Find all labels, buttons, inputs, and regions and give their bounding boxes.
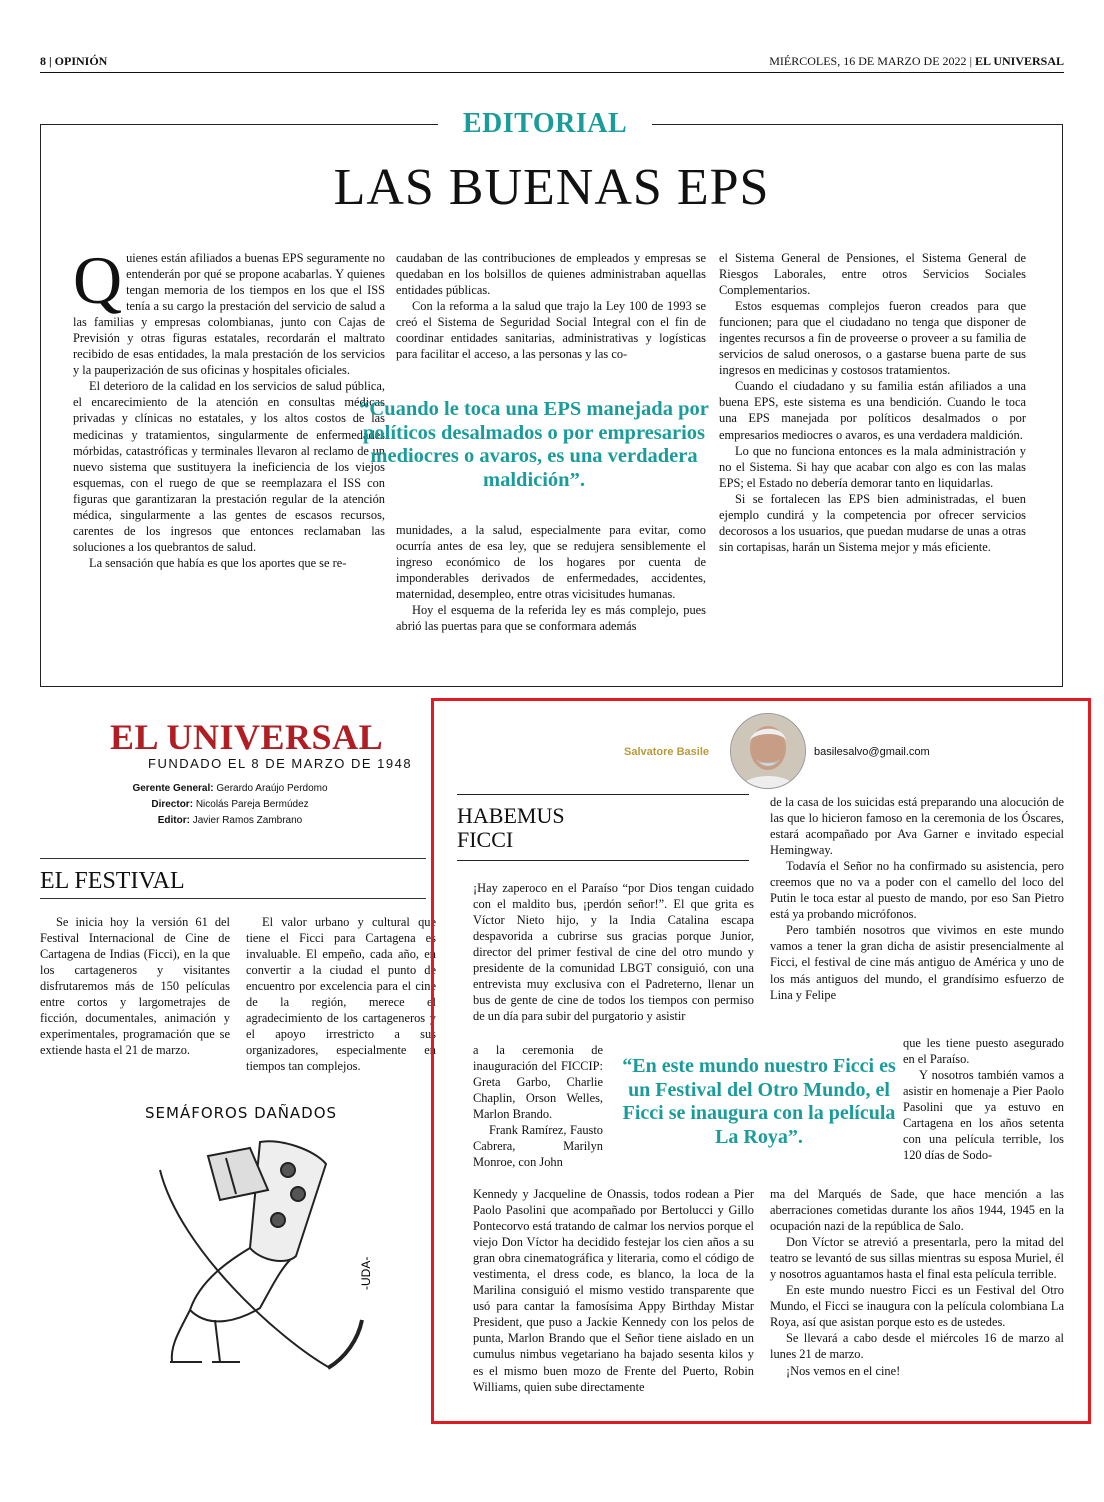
column-paragraph: Frank Ramírez, Fausto Cabrera, Marilyn Monroe, con John bbox=[473, 1123, 603, 1170]
festival-rule-bottom bbox=[40, 898, 426, 899]
header-rule bbox=[40, 72, 1064, 73]
editorial-paragraph: Estos esquemas complejos fueron creados para que funcionen; para que el ciudadano no tenga que disponer de ingentes recursos a fin de proveerse o proveer a su familia de servicios de salud onerosos, o a gastarse buena parte de sus ingresos en medicinas y costosos tratamientos. bbox=[719, 299, 1026, 378]
column-paragraph: Y nosotros también vamos a asistir en homenaje a Pier Paolo Pasolini que ya estuvo en Cartagena en los años setenta con una película terrible, los 120 días de Sodo- bbox=[903, 1068, 1064, 1163]
masthead-logo: EL UNIVERSAL bbox=[110, 717, 384, 757]
column-paragraph: Kennedy y Jacqueline de Onassis, todos rodean a Pier Paolo Pasolini que acompañado por Bertolucci y Gillo Pontecorvo está tratando de calmar los nervios porque el viejo Don Víctor ha decidido festejar los cien años a su gran obra cinematográfica y literaria, como el código de vestimenta, el dress code, es blanco, la loca de la Marilina consiguió el mismo vestido transparente que usó para cantar la famosísima Appy Birthday Mistar President, que puso a Jackie Kennedy con los pelos de punta, Marlon Brando que el Señor tiene aislado en un cumulus nimbus vegetariano ha bajado sesenta kilos y es el mismo buen mozo de Frente del Puerto, Robin Williams, quien sube directamente bbox=[473, 1187, 754, 1394]
issue-date: MIÉRCOLES, 16 DE MARZO DE 2022 bbox=[769, 54, 967, 68]
column-col2-top bbox=[770, 794, 1064, 1003]
staff-line: Gerente General: Gerardo Araújo Perdomo bbox=[132, 783, 328, 794]
column-col2-mid bbox=[903, 1035, 1064, 1163]
column-paragraph: Pero también nosotros que vivimos en este mundo vamos a tener la gran dicha de asistir presencialmente al Ficci, el festival de cine más antiguo de América y uno de los más antiguos del mundo, el grandísimo esfuerzo de Lina y Felipe bbox=[770, 923, 1064, 1002]
column-paragraph: ¡Hay zaperoco en el Paraíso “por Dios tengan cuidado con el maldito bus, ¡perdón señor!”. El que grita es Víctor Nieto hijo, y la India Catalina escapa despavorida a cubrirse sus gracias porque Junior, director del primer festival de cine del otro mundo y presidente de la comunidad LBGT consiguió, con una entrevista muy exclusiva con el Padreterno, llenar un bus de gente de cine de todos los tiempos con permiso de un día para subir del purgatorio y asistir bbox=[473, 881, 754, 1024]
column-paragraph: ma del Marqués de Sade, que hace mención a las aberraciones cometidas durante los años 1944, 1945 en la ocupación nazi de la república de Salo. bbox=[770, 1187, 1064, 1234]
festival-col2: El valor urbano y cultural que tiene el Ficci para Cartagena es invaluable. El empeño, cada año, en convertir a la ciudad el punto de encuentro por excelencia para el cine de la región, merece el agradecimiento de los cartageneros y el apoyo irrestricto a sus organizadores, especialmente en tiempos tan complejos. bbox=[246, 915, 436, 1074]
author-email: basilesalvo@gmail.com bbox=[814, 746, 930, 758]
column-title: HABEMUS FICCI bbox=[457, 803, 565, 852]
author-avatar bbox=[730, 713, 806, 789]
page-number: 8 bbox=[40, 54, 46, 68]
editorial-label: EDITORIAL bbox=[462, 108, 628, 139]
festival-rule-top bbox=[40, 858, 426, 859]
section-name: OPINIÓN bbox=[54, 54, 108, 68]
editorial-pullquote: “Cuando le toca una EPS manejada por políticos desalmados o por empresarios mediocres o avaros, es una verdadera maldición”. bbox=[359, 398, 709, 491]
column-pullquote: “En este mundo nuestro Ficci es un Festival del Otro Mundo, el Ficci se inaugura con la película La Roya”. bbox=[622, 1055, 896, 1148]
column-col1-bottom bbox=[473, 1186, 754, 1395]
masthead-staff bbox=[80, 781, 380, 829]
page-header: 8 | OPINIÓN MIÉRCOLES, 16 DE MARZO DE 2022 | EL UNIVERSAL bbox=[40, 54, 1064, 68]
column-paragraph: a la ceremonia de inauguración del FICCIP: Greta Garbo, Charlie Chaplin, Orson Welles, Marlon Brando. bbox=[473, 1043, 603, 1122]
svg-text:-UDA-: -UDA- bbox=[359, 1256, 373, 1290]
column-paragraph: Don Víctor se atrevió a presentarla, pero la mitad del teatro se levantó de sus sillas mientras su esposa Muriel, él y nosotros aguantamos hasta el final esta película terrible. bbox=[770, 1235, 1064, 1282]
editorial-paragraph: Lo que no funciona entonces es la mala administración y no el Sistema. Si hay que acabar con algo es con las malas EPS; el Estado no debería demorar tanto en liquidarlas. bbox=[719, 443, 1026, 490]
column-col1-mid bbox=[473, 1042, 603, 1170]
editorial-paragraph: Con la reforma a la salud que trajo la Ley 100 de 1993 se creó el Sistema de Seguridad Social Integral con el fin de coordinar entidades sanitarias, administrativas y logísticas para facilitar el acceso, a las personas y las co- bbox=[396, 299, 706, 362]
editorial-col3 bbox=[719, 250, 1026, 555]
editorial-col2-bottom bbox=[396, 522, 706, 634]
editorial-col2-top bbox=[396, 250, 706, 362]
editorial-paragraph: Si se fortalecen las EPS bien administradas, el buen ejemplo cundirá y la competencia por ofrecer servicios decorosos a los usuarios, que puedan mudarse de unas a otras sin cortapisas, harán un Sistema mejor y más eficiente. bbox=[719, 491, 1026, 554]
author-photo-icon bbox=[731, 714, 805, 788]
column-paragraph: Se llevará a cabo desde el miércoles 16 de marzo al lunes 21 de marzo. bbox=[770, 1331, 1064, 1362]
column-col2-bottom bbox=[770, 1186, 1064, 1379]
column-paragraph: En este mundo nuestro Ficci es un Festival del Otro Mundo, el Ficci se inaugura con la película colombiana La Roya, así que asistan porque esto es de ustedes. bbox=[770, 1283, 1064, 1330]
column-rule-bottom bbox=[457, 860, 749, 861]
column-paragraph: ¡Nos vemos en el cine! bbox=[786, 1363, 901, 1378]
editorial-paragraph: el Sistema General de Pensiones, el Sistema General de Riesgos Laborales, entre otros Servicios Sociales Complementarios. bbox=[719, 251, 1026, 298]
editorial-title: LAS BUENAS EPS bbox=[333, 159, 770, 216]
column-author: Salvatore Basile bbox=[624, 746, 709, 758]
festival-title: EL FESTIVAL bbox=[40, 868, 185, 894]
festival-col1: Se inicia hoy la versión 61 del Festival Internacional de Cine de Cartagena de Indias (Ficci), en la que los cartageneros y visitantes disfrutaremos más de 150 películas entre cortos y largometrajes de ficción, documentales, animación y experimentales, programación que se extiende hasta el 21 de marzo. bbox=[40, 915, 230, 1058]
editorial-paragraph: El deterioro de la calidad en los servicios de salud pública, el encarecimiento de la atención en consultas médicas privadas y clínicas no estatales, y los altos costos de las medicinas y tratamientos, singularmente de enfermedades mórbidas, catastróficas y terminales llevaron al reclamo de un nuevo sistema que sustituyera la ineficiencia de los viejos esquemas, con el ruego de que se reemplazara el ISS con figuras que garantizaran la prestación regular de la atención médica, singularmente a las gentes de escasos recursos, carentes de los ingresos que entonces reclamaban las soluciones a los quebrantos de salud. bbox=[73, 379, 385, 554]
staff-line: Editor: Javier Ramos Zambrano bbox=[157, 815, 303, 826]
masthead-founded: FUNDADO EL 8 DE MARZO DE 1948 bbox=[148, 756, 413, 771]
column-paragraph: Todavía el Señor no ha confirmado su asistencia, pero creemos que no va a poder con el camello del loco del Putin le toca estar al puesto de mando, por eso San Pietro está ya probando micrófonos. bbox=[770, 859, 1064, 922]
column-paragraph: de la casa de los suicidas está preparando una alocución de las que lo hicieron famoso en la ceremonia de los Óscares, estará acompañado por Ava Garner e invitado especial Hemingway. bbox=[770, 795, 1064, 858]
header-date-line: MIÉRCOLES, 16 DE MARZO DE 2022 | EL UNIVERSAL bbox=[769, 54, 1064, 68]
column-col1-top bbox=[473, 880, 754, 1024]
editorial-paragraph: Hoy el esquema de la referida ley es más complejo, pues abrió las puertas para que se conformara además bbox=[396, 603, 706, 634]
column-paragraph: que les tiene puesto asegurado en el Paraíso. bbox=[903, 1036, 1064, 1067]
cartoon-illustration bbox=[100, 1130, 400, 1380]
editorial-paragraph: Cuando el ciudadano y su familia están afiliados a una buena EPS, este sistema es una bendición. Cuando le toca una EPS manejada por políticos desalmados o por empresarios mediocres o avaros, es una verdadera maldición. bbox=[719, 379, 1026, 442]
editorial-paragraph: uienes están afiliados a buenas EPS seguramente no entenderán por qué se propone acabarlas. Y quienes tengan memoria de los tiempos en los que el ISS tenía a su cargo la prestación del servicio de salud a las familias y empresas colombianas, junto con Cajas de Previsión y otras figuras estatales, recordarán el maltrato recibido de esas entidades, la mala prestación de los servicios y la pauperización de sus oficinas y hospitales oficiales. bbox=[73, 251, 385, 378]
cartoon-signature bbox=[359, 1257, 373, 1290]
editorial-paragraph: La sensación que había es que los aportes que se re- bbox=[89, 555, 347, 570]
column-rule-top bbox=[457, 794, 749, 795]
editorial-paragraph: caudaban de las contribuciones de empleados y empresas se quedaban en los bolsillos de quienes administraban aquellas entidades públicas. bbox=[396, 251, 706, 298]
staff-line: Director: Nicolás Pareja Bermúdez bbox=[151, 799, 309, 810]
cartoon-caption: SEMÁFOROS DAÑADOS bbox=[145, 1104, 338, 1122]
editorial-paragraph: munidades, a la salud, especialmente para evitar, como ocurría antes de esa ley, que se redujera sensiblemente el ingreso económico de los hogares por cuenta de imponderables derivados de enfermedades, accidentes, maternidad, desempleo, entre otras vicisitudes humanas. bbox=[396, 523, 706, 602]
header-paper-name: EL UNIVERSAL bbox=[974, 54, 1064, 68]
editorial-dropcap: Q bbox=[73, 242, 123, 318]
